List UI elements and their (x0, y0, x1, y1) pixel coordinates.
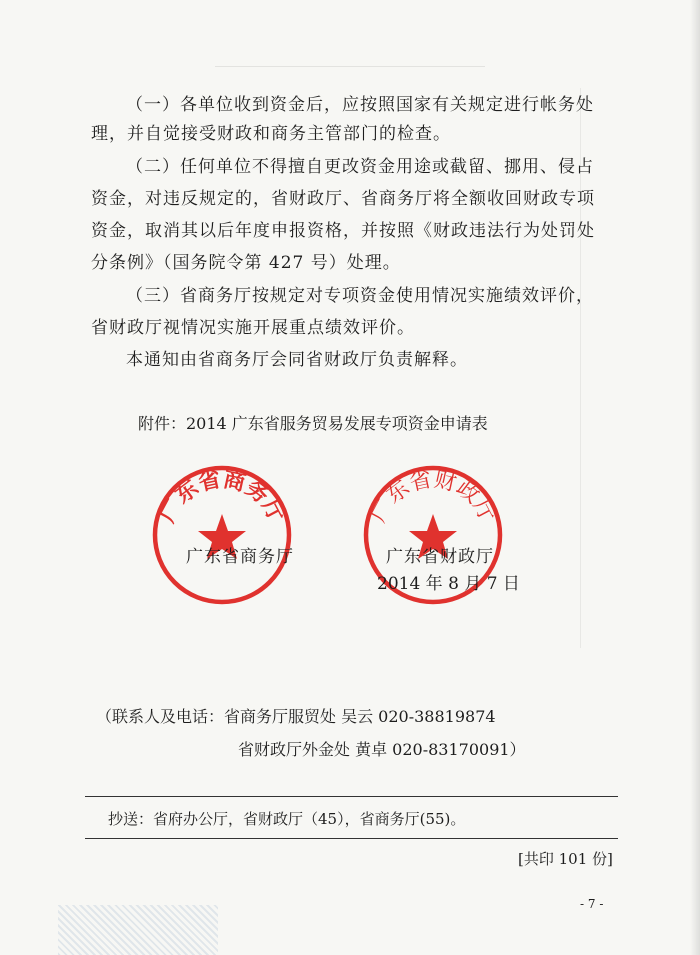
right-issuer-name: 广东省财政厅 (386, 547, 494, 567)
scan-artifact (58, 905, 218, 955)
paragraph-1-line-1: （一）各单位收到资金后，应按照国家有关规定进行帐务处 (126, 95, 594, 115)
paragraph-4-line-1: 本通知由省商务厅会同省财政厅负责解释。 (126, 350, 468, 370)
cc-line: 抄送：省府办公厅，省财政厅（45），省商务厅(55)。 (108, 810, 466, 828)
issue-date: 2014 年 8 月 7 日 (377, 574, 520, 594)
page-edge-shadow (690, 0, 700, 955)
page-number: - 7 - (580, 897, 604, 911)
bleed-through-mark (215, 66, 485, 77)
paragraph-1-line-2: 理，并自觉接受财政和商务主管部门的检查。 (91, 124, 451, 144)
paragraph-2-line-4: 分条例》（国务院令第 427 号）处理。 (91, 253, 401, 273)
contact-line-2: 省财政厅外金处 黄卓 020-83170091） (238, 740, 526, 759)
paragraph-2-line-2: 资金，对违反规定的，省财政厅、省商务厅将全额收回财政专项 (91, 189, 595, 209)
attachment-line: 附件：2014 广东省服务贸易发展专项资金申请表 (138, 414, 488, 433)
cc-bottom-rule (85, 838, 618, 839)
seal-ring-text: 广东省财政厅 (366, 467, 500, 527)
paragraph-3-line-2: 省财政厅视情况实施开展重点绩效评价。 (91, 318, 415, 338)
seal-ring-text: 广东省商务厅 (155, 467, 289, 527)
commerce-department-seal (149, 462, 295, 608)
print-copies: [共印 101 份] (518, 850, 613, 868)
paragraph-2-line-3: 资金，取消其以后年度申报资格，并按照《财政违法行为处罚处 (91, 221, 595, 241)
contact-line-1: （联系人及电话：省商务厅服贸处 吴云 020-38819874 (96, 707, 496, 726)
left-issuer-name: 广东省商务厅 (186, 547, 294, 567)
paragraph-2-line-1: （二）任何单位不得擅自更改资金用途或截留、挪用、侵占 (126, 157, 594, 177)
cc-top-rule (85, 796, 618, 797)
paragraph-3-line-1: （三）省商务厅按规定对专项资金使用情况实施绩效评价， (126, 286, 594, 306)
